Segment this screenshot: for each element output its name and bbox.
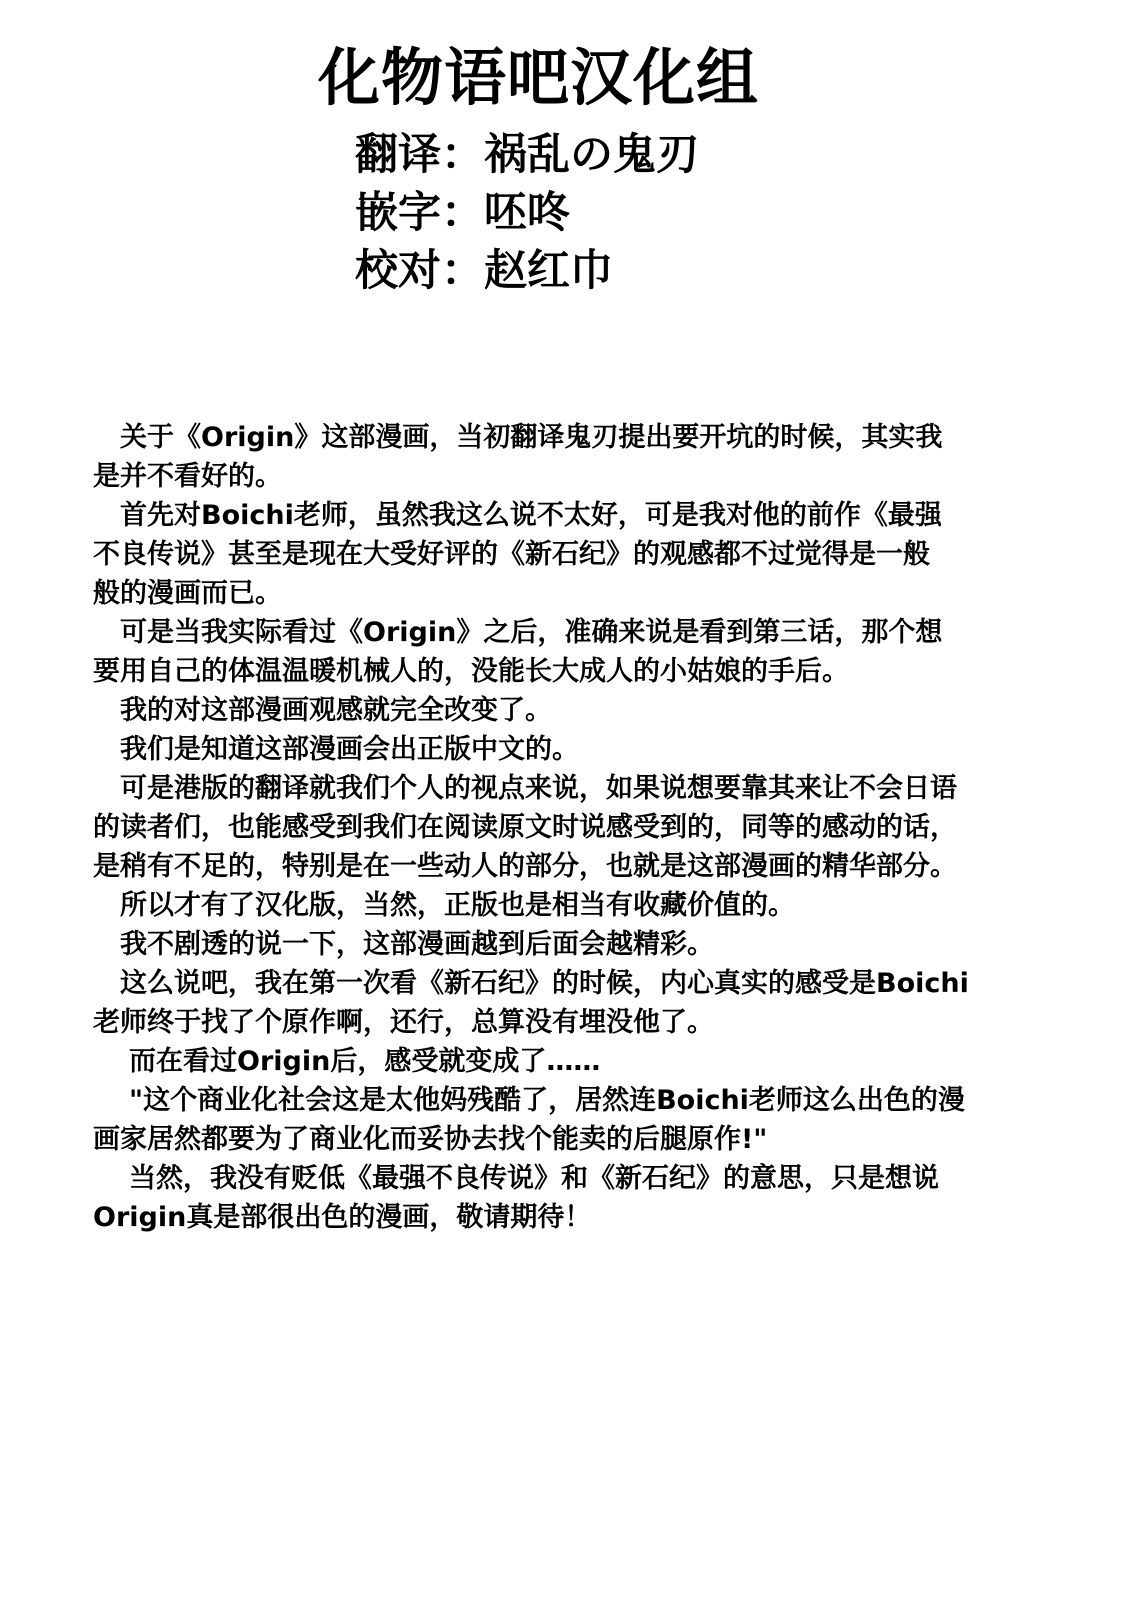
text-line: 要用自己的体温温暖机械人的，没能长大成人的小姑娘的手后。 bbox=[93, 656, 849, 687]
body-text bbox=[93, 418, 1045, 1237]
text-line: 可是当我实际看过《Origin》之后，准确来说是看到第三话，那个想 bbox=[120, 617, 943, 648]
text-line: 可是港版的翻译就我们个人的视点来说，如果说想要靠其来让不会日语 bbox=[120, 773, 957, 804]
text-line: Origin真是部很出色的漫画，敬请期待！ bbox=[93, 1202, 592, 1233]
text-line: 般的漫画而已。 bbox=[93, 578, 282, 609]
text-line: 当然，我没有贬低《最强不良传说》和《新石纪》的意思，只是想说 bbox=[129, 1163, 939, 1194]
text-line: 老师终于找了个原作啊，还行，总算没有埋没他了。 bbox=[93, 1007, 714, 1038]
text-line: 的读者们，也能感受到我们在阅读原文时说感受到的，同等的感动的话， bbox=[93, 812, 957, 843]
text-line: 是稍有不足的，特别是在一些动人的部分，也就是这部漫画的精华部分。 bbox=[93, 851, 957, 882]
text-line: 所以才有了汉化版，当然，正版也是相当有收藏价值的。 bbox=[120, 890, 795, 921]
credit-proofreader: 校对：赵红巾 bbox=[355, 246, 613, 296]
text-line: 我的对这部漫画观感就完全改变了。 bbox=[120, 695, 552, 726]
text-line: 我们是知道这部漫画会出正版中文的。 bbox=[120, 734, 579, 765]
text-line: 不良传说》甚至是现在大受好评的《新石纪》的观感都不过觉得是一般 bbox=[93, 539, 930, 570]
text-line: "这个商业化社会这是太他妈残酷了，居然连Boichi老师这么出色的漫 bbox=[129, 1085, 965, 1116]
credits-block bbox=[355, 126, 699, 300]
credit-typesetter: 嵌字：呸咚 bbox=[355, 188, 570, 238]
group-title: 化物语吧汉化组 bbox=[318, 41, 760, 114]
text-line: 这么说吧，我在第一次看《新石纪》的时候，内心真实的感受是Boichi bbox=[120, 968, 969, 999]
credit-translator: 翻译：祸乱の鬼刃 bbox=[355, 130, 699, 180]
text-line: 是并不看好的。 bbox=[93, 461, 282, 492]
text-line: 而在看过Origin后，感受就变成了…… bbox=[129, 1046, 601, 1077]
text-line: 关于《Origin》这部漫画，当初翻译鬼刃提出要开坑的时候，其实我 bbox=[120, 422, 943, 453]
text-line: 我不剧透的说一下，这部漫画越到后面会越精彩。 bbox=[120, 929, 714, 960]
text-line: 首先对Boichi老师，虽然我这么说不太好，可是我对他的前作《最强 bbox=[120, 500, 942, 531]
text-line: 画家居然都要为了商业化而妥协去找个能卖的后腿原作!" bbox=[93, 1124, 768, 1155]
